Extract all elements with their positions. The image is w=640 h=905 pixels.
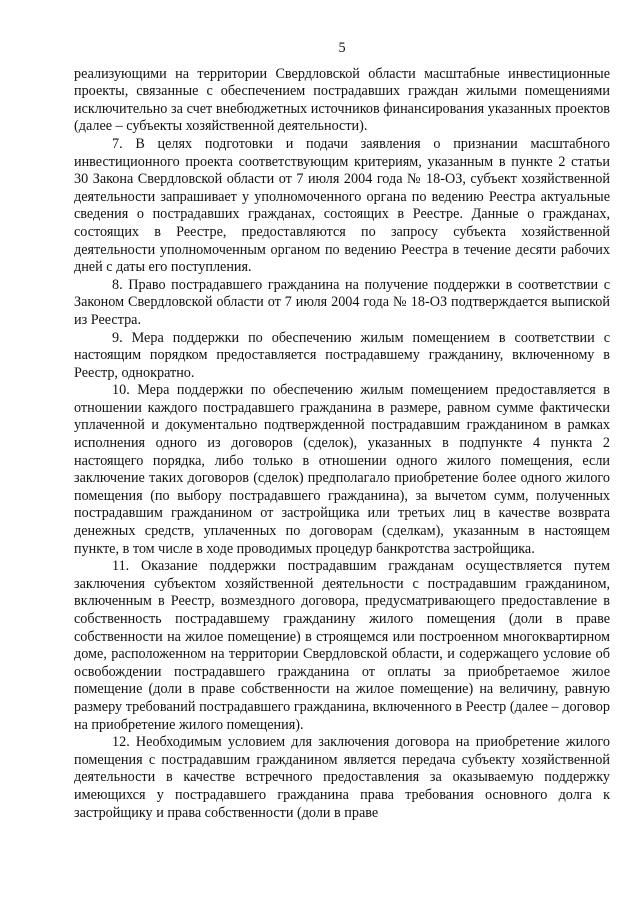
paragraph-8: 8. Право пострадавшего гражданина на получение поддержки в соответствии с Законом Свердловской области от 7 июля 2004 года № 18-ОЗ подтверждается выпиской из Реестра. <box>74 276 610 328</box>
paragraph-11: 11. Оказание поддержки пострадавшим гражданам осуществляется путем заключения субъектом хозяйственной деятельности с пострадавшим гражданином, включенным в Реестр, возмездного договора, предусматривающего предоставление в собственность пострадавшему гражданину жилого помещения (доли в праве собственности на жилое помещение) в строящемся или построенном многоквартирном доме, расположенном на территории Свердловской области, и содержащего условие об освобождении пострадавшего гражданина от оплаты за приобретаемое жилое помещение (доли в праве собственности на жилое помещение) на величину, равную размеру требований пострадавшего гражданина, включенного в Реестр (далее – договор на приобретение жилого помещения). <box>74 558 610 733</box>
paragraph-10: 10. Мера поддержки по обеспечению жилым помещением предоставляется в отношении каждого пострадавшего гражданина в размере, равном сумме фактически уплаченной и документально подтвержденной пострадавшим гражданином в рамках исполнения одного из договоров (сделок), указанных в подпункте 4 пункта 2 настоящего порядка, либо только в отношении одного жилого помещения, если заключение таких договоров (сделок) предполагало приобретение более одного жилого помещения (по выбору пострадавшего гражданина), за вычетом сумм, полученных пострадавшим гражданином от застройщика или третьих лиц в качестве возврата денежных средств, уплаченных по договорам (сделкам), указанным в настоящем пункте, в том числе в ходе проводимых процедур банкротства застройщика. <box>74 382 610 557</box>
paragraph-7: 7. В целях подготовки и подачи заявления о признании масштабного инвестиционного проекта соответствующим критериям, указанным в пункте 2 статьи 30 Закона Свердловской области от 7 июля 2004 года № 18-ОЗ, субъект хозяйственной деятельности запрашивает у уполномоченного органа по ведению Реестра актуальные сведения о пострадавших гражданах, состоящих в Реестре. Данные о гражданах, состоящих в Реестре, предоставляются по запросу субъекта хозяйственной деятельности уполномоченным органом по ведению Реестра в течение десяти рабочих дней с даты его поступления. <box>74 135 610 276</box>
paragraph-9: 9. Мера поддержки по обеспечению жилым помещением в соответствии с настоящим порядком предоставляется пострадавшему гражданину, включенному в Реестр, однократно. <box>74 329 610 381</box>
page-number: 5 <box>338 40 346 56</box>
paragraph-continuation: реализующими на территории Свердловской области масштабные инвестиционные проекты, связанные с обеспечением пострадавших граждан жилыми помещениями исключительно за счет внебюджетных источников финансирования указанных проектов (далее – субъекты хозяйственной деятельности). <box>74 65 610 135</box>
paragraph-12: 12. Необходимым условием для заключения договора на приобретение жилого помещения с пострадавшим гражданином является передача субъекту хозяйственной деятельности в качестве встречного предоставления за оказываемую поддержку имеющихся у пострадавшего гражданина права требования основного долга к застройщику и права собственности (доли в праве <box>74 734 610 821</box>
